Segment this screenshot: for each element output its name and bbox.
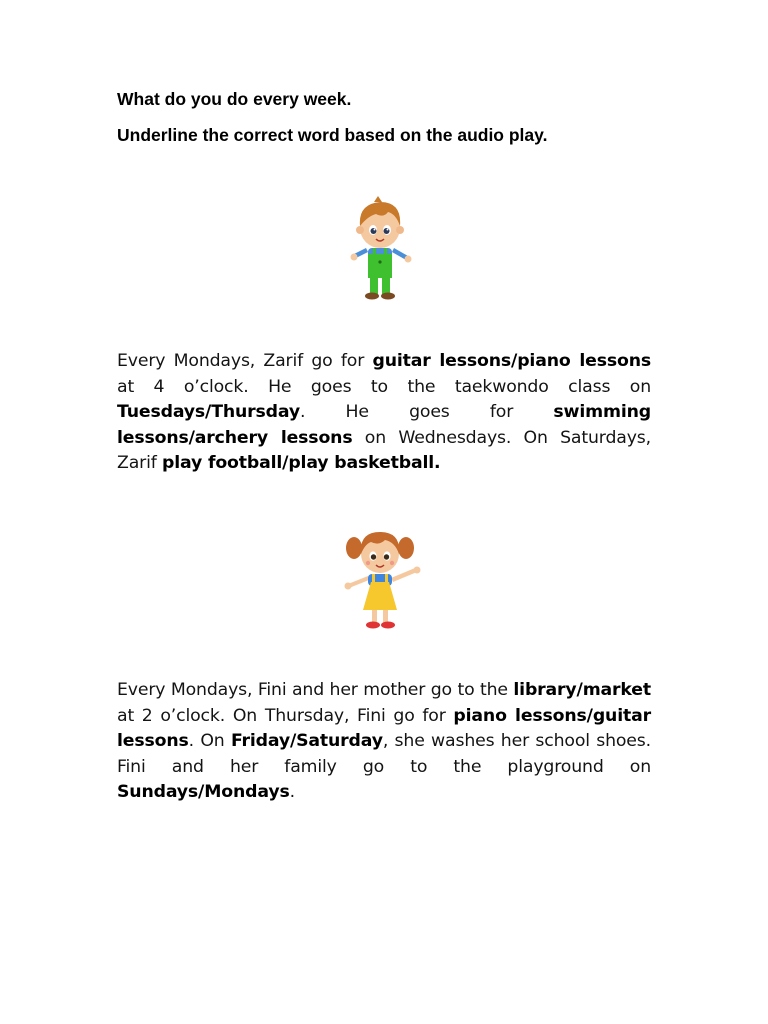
paragraph2-text-1: Every Mondays, Fini and her mother go to the bbox=[117, 680, 514, 700]
paragraph1-text-3: . He goes for bbox=[299, 402, 554, 423]
girl-cartoon-icon-svg bbox=[335, 522, 425, 634]
paragraph2-text-4: , she washes her school shoes. Fini and her family go to the playground on bbox=[117, 731, 651, 777]
boy-cartoon-icon-svg bbox=[340, 192, 420, 304]
paragraph2-text-5: . bbox=[289, 782, 295, 803]
paragraph2-text-2: at 2 o’clock. On Thursday, Fini go for bbox=[117, 705, 454, 726]
girl-cartoon-icon bbox=[335, 522, 425, 634]
paragraph2-text-3: . On bbox=[188, 731, 231, 752]
choice-tuesdays-thursday: Tuesdays/Thursday bbox=[117, 402, 300, 423]
page-title: What do you do every week. bbox=[117, 89, 352, 109]
paragraph-fini bbox=[117, 678, 651, 806]
choice-library-market: library/market bbox=[513, 680, 651, 700]
choice-friday-saturday: Friday/Saturday bbox=[230, 731, 383, 752]
boy-cartoon-icon bbox=[340, 192, 420, 304]
choice-piano-guitar-lessons: piano lessons/guitar lessons bbox=[117, 705, 651, 752]
instruction-text: Underline the correct word based on the audio play. bbox=[117, 125, 548, 145]
paragraph1-text-2: at 4 o’clock. He goes to the taekwondo class on bbox=[117, 376, 651, 397]
choice-football-basketball: play football/play basketball. bbox=[162, 453, 441, 474]
choice-guitar-piano-lessons: guitar lessons/piano lessons bbox=[372, 351, 651, 371]
paragraph1-text-1: Every Mondays, Zarif go for bbox=[117, 351, 373, 371]
choice-swimming-archery-lessons: swimming lessons/archery lessons bbox=[117, 402, 651, 448]
paragraph-zarif bbox=[117, 349, 651, 477]
paragraph1-text-4: on Wednesdays. On Saturdays, Zarif bbox=[117, 427, 651, 474]
choice-sundays-mondays: Sundays/Mondays bbox=[117, 782, 290, 803]
